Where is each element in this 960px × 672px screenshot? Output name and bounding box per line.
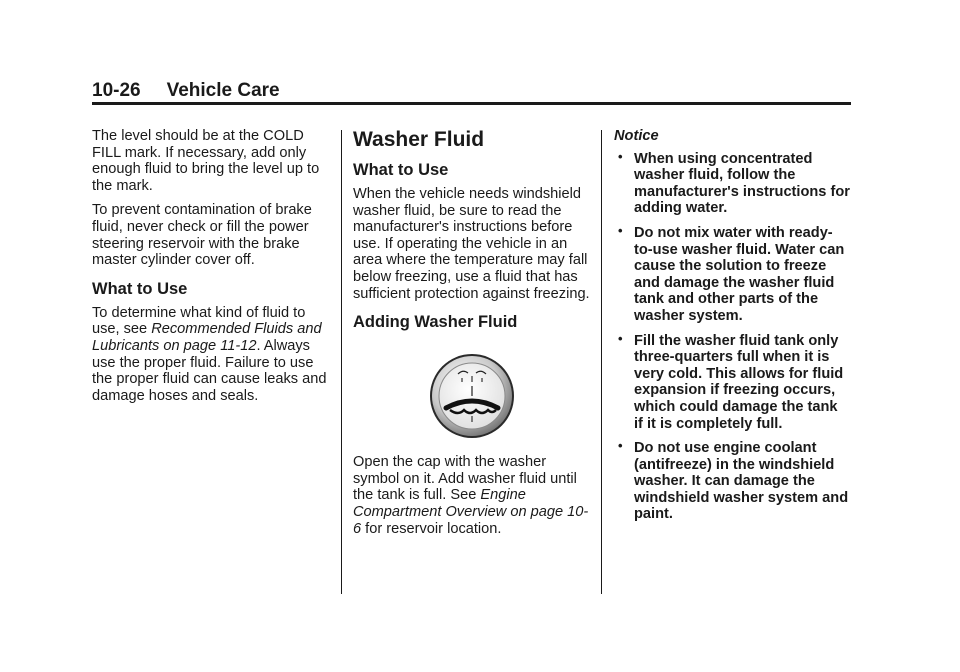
- open-cap-paragraph: Open the cap with the washer symbol on it. Add washer fluid until the tank is full. See Engine Compartment Overview on page 10-6 for reservoir location.: [353, 454, 589, 537]
- bullet-icon: •: [618, 148, 623, 164]
- column-divider-1: [341, 130, 342, 594]
- washer-what-to-use-heading: What to Use: [353, 161, 449, 179]
- fluid-type-paragraph: To determine what kind of fluid to use, see Recommended Fluids and Lubricants on page 11-12. Always use the proper fluid. Failure to use the proper fluid can cause leaks and damage hoses and seals.: [92, 304, 327, 404]
- recommended-fluids-link[interactable]: Recommended Fluids and Lubricants on page 11-12: [92, 321, 322, 354]
- notice-list: [614, 148, 850, 523]
- washer-fluid-symbol-icon: [428, 352, 516, 440]
- page-number: 10-26: [92, 80, 141, 101]
- notice-item: • Fill the washer fluid tank only three-quarters full when it is very cold. This allows for fluid expansion if freezing occurs, which could damage the tank if it is completely full.: [618, 330, 844, 432]
- bullet-icon: •: [618, 222, 623, 238]
- notice-item: • Do not mix water with ready-to-use washer fluid. Water can cause the solution to freeze and damage the washer fluid tank and other parts of the washer system.: [618, 222, 845, 324]
- engine-compartment-link[interactable]: Engine Compartment Overview on page 10-6: [353, 487, 589, 537]
- contamination-paragraph: To prevent contamination of brake fluid, never check or fill the power steering reservoir with the brake master cylinder cover off.: [92, 202, 312, 269]
- what-to-use-heading: What to Use: [92, 279, 188, 298]
- notice-item: • Do not use engine coolant (antifreeze) in the windshield washer. It can damage the windshield washer system and paint.: [618, 438, 849, 523]
- column-2: [353, 128, 591, 545]
- washer-fluid-title: Washer Fluid: [353, 128, 485, 151]
- notice-item: • When using concentrated washer fluid, follow the manufacturer's instructions for adding water.: [618, 148, 850, 217]
- adding-washer-fluid-heading: Adding Washer Fluid: [353, 313, 518, 332]
- column-1: [92, 128, 336, 412]
- notice-label: Notice: [614, 128, 659, 144]
- bullet-icon: •: [618, 330, 623, 346]
- page-header: [92, 80, 280, 102]
- column-divider-2: [601, 130, 602, 594]
- washer-usage-paragraph: When the vehicle needs windshield washer fluid, be sure to read the manufacturer's instructions before use. If operating the vehicle in an area where the temperature may fall below freezing, use a fluid that has sufficient protection against freezing.: [353, 186, 590, 302]
- header-rule: [92, 102, 851, 105]
- cold-fill-paragraph: The level should be at the COLD FILL mark. If necessary, add only enough fluid to bring the level up to the mark.: [92, 128, 320, 194]
- section-title: Vehicle Care: [166, 80, 280, 101]
- column-3: [614, 128, 850, 531]
- bullet-icon: •: [618, 438, 623, 454]
